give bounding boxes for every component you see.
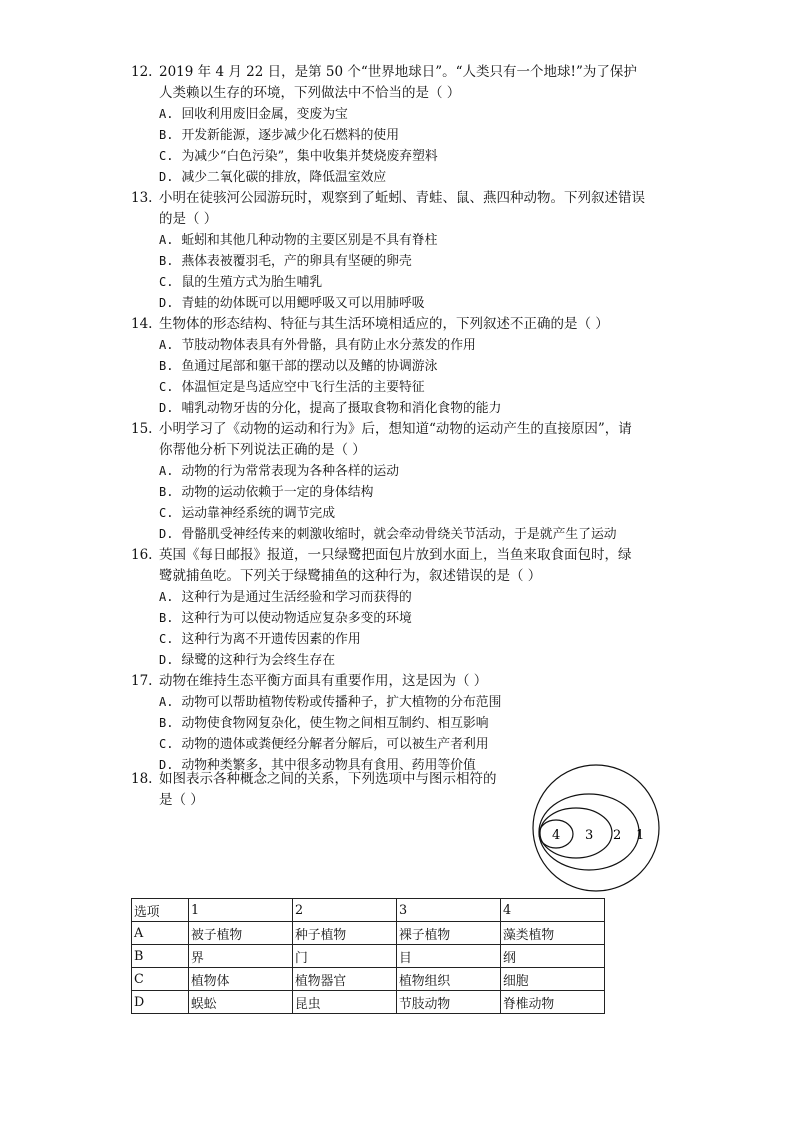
table-cell: A	[132, 922, 189, 945]
table-cell: 纲	[501, 945, 605, 968]
question-12-option-b[interactable]: B. 开发新能源，逐步减少化石燃料的使用	[159, 128, 399, 143]
table-cell: 藻类植物	[501, 922, 605, 945]
question-15-option-a[interactable]: A. 动物的行为常常表现为各种各样的运动	[159, 464, 399, 479]
table-header-cell: 选项	[132, 899, 189, 922]
concept-label-4: 4	[552, 828, 561, 843]
table-cell: B	[132, 945, 189, 968]
question-12-option-d[interactable]: D. 减少二氧化碳的排放，降低温室效应	[159, 170, 387, 185]
table-row[interactable]	[132, 968, 605, 991]
table-cell: 界	[189, 945, 293, 968]
question-18-stem-line1: 如图表示各种概念之间的关系，下列选项中与图示相符的	[159, 771, 497, 787]
question-16-option-d[interactable]: D. 绿鹭的这种行为会终生存在	[159, 653, 336, 668]
question-12-stem-line1: 2019 年 4 月 22 日，是第 50 个“世界地球日”。“人类只有一个地球!”为了保护	[159, 64, 637, 80]
table-cell: 植物组织	[397, 968, 501, 991]
question-16-number: 16.	[131, 547, 153, 563]
question-17-option-d[interactable]: D. 动物种类繁多，其中很多动物具有食用、药用等价值	[159, 758, 476, 773]
question-14-number: 14.	[131, 316, 153, 332]
question-13-option-d[interactable]: D. 青蛙的幼体既可以用鳃呼吸又可以用肺呼吸	[159, 296, 425, 311]
concept-label-2: 2	[613, 828, 622, 843]
question-16-option-a[interactable]: A. 这种行为是通过生活经验和学习而获得的	[159, 590, 412, 605]
table-cell: 被子植物	[189, 922, 293, 945]
question-13-stem-line2: 的是（ ）	[159, 211, 218, 227]
question-18-number: 18.	[131, 771, 153, 787]
question-15-stem-line2: 你帮他分析下列说法正确的是（ ）	[159, 442, 366, 458]
question-17-stem-line1: 动物在维持生态平衡方面具有重要作用，这是因为（ ）	[159, 673, 488, 689]
concept-ellipse-3	[540, 808, 612, 858]
question-14-option-a[interactable]: A. 节肢动物体表具有外骨骼，具有防止水分蒸发的作用	[159, 338, 476, 353]
question-16-stem-line1: 英国《每日邮报》报道，一只绿鹭把面包片放到水面上，当鱼来取食面包时，绿	[159, 547, 632, 563]
question-14-option-b[interactable]: B. 鱼通过尾部和躯干部的摆动以及鳍的协调游泳	[159, 359, 438, 374]
question-15-option-c[interactable]: C. 运动靠神经系统的调节完成	[159, 506, 336, 521]
question-15-stem-line1: 小明学习了《动物的运动和行为》后，想知道“动物的运动产生的直接原因”，请	[159, 421, 632, 437]
question-14-stem-line1: 生物体的形态结构、特征与其生活环境相适应的，下列叙述不正确的是（ ）	[159, 316, 609, 332]
question-17-option-c[interactable]: C. 动物的遗体或粪便经分解者分解后，可以被生产者利用	[159, 737, 489, 752]
question-13-number: 13.	[131, 190, 153, 206]
table-header-cell: 2	[293, 899, 397, 922]
table-cell: 脊椎动物	[501, 991, 605, 1014]
question-13-stem-line1: 小明在徒骇河公园游玩时，观察到了蚯蚓、青蛙、鼠、燕四种动物。下列叙述错误	[159, 190, 645, 206]
concept-label-1: 1	[636, 828, 645, 843]
nested-concept-diagram	[532, 762, 662, 894]
table-row[interactable]	[132, 922, 605, 945]
table-cell: 细胞	[501, 968, 605, 991]
question-17-option-b[interactable]: B. 动物使食物网复杂化，使生物之间相互制约、相互影响	[159, 716, 489, 731]
table-cell: C	[132, 968, 189, 991]
question-17-number: 17.	[131, 673, 153, 689]
table-header-cell: 4	[501, 899, 605, 922]
question-12-option-a[interactable]: A. 回收利用废旧金属，变废为宝	[159, 107, 348, 122]
question-15-number: 15.	[131, 421, 153, 437]
table-header-cell: 1	[189, 899, 293, 922]
table-cell: 植物器官	[293, 968, 397, 991]
question-13-option-b[interactable]: B. 燕体表被覆羽毛，产的卵具有坚硬的卵壳	[159, 254, 412, 269]
concept-label-3: 3	[585, 828, 594, 843]
question-16-option-c[interactable]: C. 这种行为离不开遗传因素的作用	[159, 632, 361, 647]
table-cell: 种子植物	[293, 922, 397, 945]
answer-options-table	[131, 898, 605, 1014]
question-13-option-c[interactable]: C. 鼠的生殖方式为胎生哺乳	[159, 275, 323, 290]
question-17-option-a[interactable]: A. 动物可以帮助植物传粉或传播种子，扩大植物的分布范围	[159, 695, 502, 710]
table-cell: D	[132, 991, 189, 1014]
question-14-option-c[interactable]: C. 体温恒定是鸟适应空中飞行生活的主要特征	[159, 380, 425, 395]
question-12-stem-line2: 人类赖以生存的环境，下列做法中不恰当的是（ ）	[159, 85, 461, 101]
question-14-option-d[interactable]: D. 哺乳动物牙齿的分化，提高了摄取食物和消化食物的能力	[159, 401, 502, 416]
table-header-row	[132, 899, 605, 922]
question-15-option-b[interactable]: B. 动物的运动依赖于一定的身体结构	[159, 485, 374, 500]
question-15-option-d[interactable]: D. 骨骼肌受神经传来的刺激收缩时，就会牵动骨绕关节活动，于是就产生了运动	[159, 527, 617, 542]
table-cell: 节肢动物	[397, 991, 501, 1014]
question-13-option-a[interactable]: A. 蚯蚓和其他几种动物的主要区别是不具有脊柱	[159, 233, 438, 248]
question-16-option-b[interactable]: B. 这种行为可以使动物适应复杂多变的环境	[159, 611, 412, 626]
question-12-number: 12.	[131, 64, 153, 80]
table-row[interactable]	[132, 991, 605, 1014]
table-cell: 门	[293, 945, 397, 968]
question-12-option-c[interactable]: C. 为减少“白色污染”，集中收集并焚烧废弃塑料	[159, 149, 438, 164]
question-18-stem-line2: 是（ ）	[159, 792, 204, 808]
table-cell: 目	[397, 945, 501, 968]
table-cell: 植物体	[189, 968, 293, 991]
table-cell: 蜈蚣	[189, 991, 293, 1014]
table-row[interactable]	[132, 945, 605, 968]
table-cell: 昆虫	[293, 991, 397, 1014]
table-cell: 裸子植物	[397, 922, 501, 945]
table-header-cell: 3	[397, 899, 501, 922]
question-16-stem-line2: 鹭就捕鱼吃。下列关于绿鹭捕鱼的这种行为，叙述错误的是（ ）	[159, 568, 542, 584]
